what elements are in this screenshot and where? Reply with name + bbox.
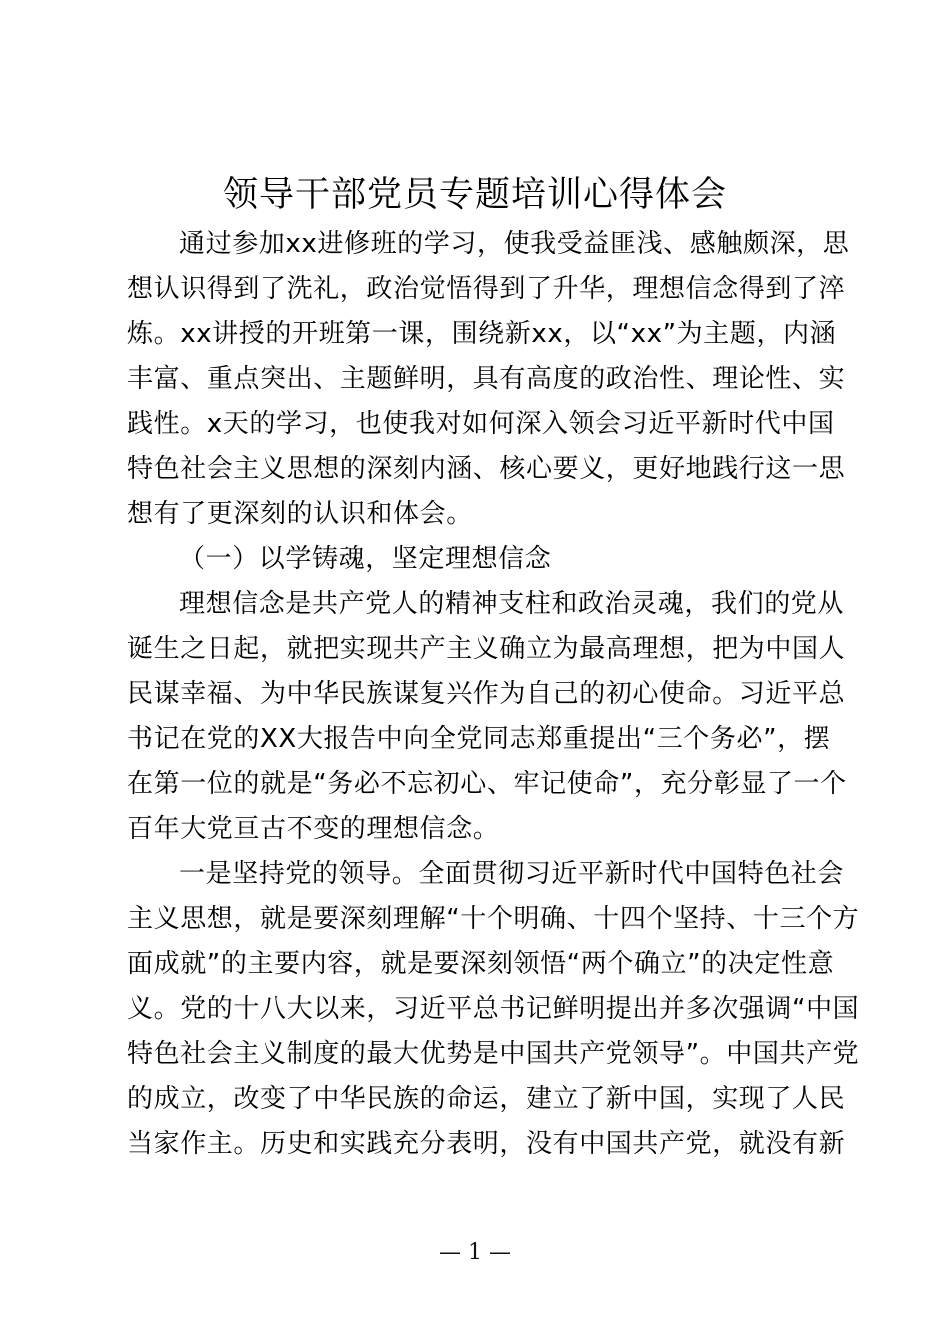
paragraph-1-line-7: 想有了更深刻的认识和体会。: [127, 499, 473, 529]
paragraph-1-line-3: 炼。xx讲授的开班第一课，围绕新xx，以“xx”为主题，内涵: [127, 319, 837, 349]
document-body: [127, 222, 860, 1167]
paragraph-1-line-1: 通过参加xx进修班的学习，使我受益匪浅、感触颇深，思: [179, 229, 850, 259]
paragraph-2-line-1: 理想信念是共产党人的精神支柱和政治灵魂，我们的党从: [179, 589, 845, 619]
paragraph-2-line-5: 在第一位的就是“务必不忘初心、牢记使命”，充分彰显了一个: [127, 769, 847, 799]
paragraph-3-line-5: 特色社会主义制度的最大优势是中国共产党领导”。中国共产党: [127, 1039, 860, 1069]
paragraph-1-line-2: 想认识得到了洗礼，政治觉悟得到了升华，理想信念得到了淬: [127, 274, 846, 304]
paragraph-3-line-4: 义。党的十八大以来，习近平总书记鲜明提出并多次强调“中国: [127, 994, 860, 1024]
paragraph-2-line-2: 诞生之日起，就把实现共产主义确立为最高理想，把为中国人: [127, 634, 846, 664]
paragraph-3-line-2: 主义思想，就是要深刻理解“十个明确、十四个坚持、十三个方: [127, 904, 860, 934]
document-title: 领导干部党员专题培训心得体会: [222, 175, 727, 215]
section-heading: （一）以学铸魂，坚定理想信念: [179, 544, 552, 574]
paragraph-1-line-5: 践性。x天的学习，也使我对如何深入领会习近平新时代中国: [127, 409, 835, 439]
paragraph-3-line-6: 的成立，改变了中华民族的命运，建立了新中国，实现了人民: [127, 1084, 846, 1114]
paragraph-2-line-6: 百年大党亘古不变的理想信念。: [127, 814, 500, 844]
paragraph-3-line-1: 一是坚持党的领导。全面贯彻习近平新时代中国特色社会: [179, 859, 845, 889]
paragraph-2-line-3: 民谋幸福、为中华民族谋复兴作为自己的初心使命。习近平总: [127, 679, 846, 709]
page-number: — 1 —: [439, 1240, 511, 1265]
paragraph-1-line-4: 丰富、重点突出、主题鲜明，具有高度的政治性、理论性、实: [127, 364, 846, 394]
paragraph-1-line-6: 特色社会主义思想的深刻内涵、核心要义，更好地践行这一思: [127, 454, 846, 484]
paragraph-2-line-4: 书记在党的XX大报告中向全党同志郑重提出“三个务必”，摆: [127, 724, 831, 754]
paragraph-3-line-7: 当家作主。历史和实践充分表明，没有中国共产党，就没有新: [127, 1129, 846, 1159]
paragraph-3-line-3: 面成就”的主要内容，就是要深刻领悟“两个确立”的决定性意: [127, 949, 835, 979]
